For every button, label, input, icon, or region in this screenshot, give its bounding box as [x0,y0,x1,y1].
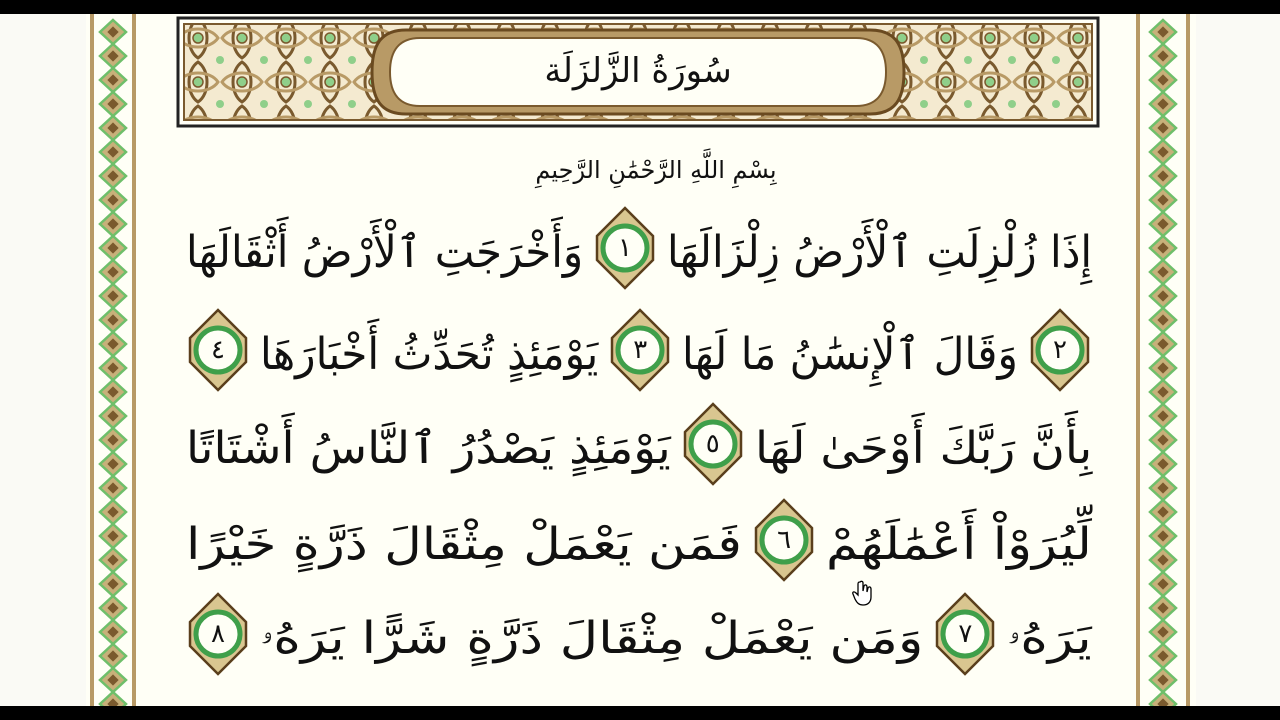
bottom-black-bar [0,706,1280,720]
ayah-number: ٧ [958,619,973,649]
ayah-line [0,404,1280,496]
ayah-marker [188,308,248,392]
ayah-marker [935,592,995,676]
ayah-text: يَرَهُۥ [1007,613,1092,664]
ayah-marker [1030,308,1090,392]
surah-title: سُورَةُ الزَّلزَلَة [544,51,732,91]
ayah-line [0,594,1280,686]
ayah-marker [595,206,655,290]
ayah-text: وَأَخْرَجَتِ ٱلْأَرْضُ أَثْقَالَهَا [186,227,584,278]
ayah-number: ٦ [777,525,792,555]
ayah-number: ٥ [705,429,720,459]
ayah-text: لِّيُرَوْاْ أَعْمَٰلَهُمْ [826,519,1092,570]
basmala: بِسْمِ اللَّهِ الرَّحْمَٰنِ الرَّحِيمِ [535,156,777,184]
ayah-line [0,310,1280,402]
ayah-number: ١ [618,233,633,263]
ayah-number: ٤ [211,335,225,365]
ayah-number: ٨ [211,619,225,649]
ayah-line [0,208,1280,300]
ayah-line [0,500,1280,592]
ayah-text: فَمَن يَعْمَلْ مِثْقَالَ ذَرَّةٍ خَيْرًا [186,519,742,570]
ayah-text: يَوْمَئِذٍ يَصْدُرُ ٱلنَّاسُ أَشْتَاتًا [186,423,671,474]
ayah-text: وَمَن يَعْمَلْ مِثْقَالَ ذَرَّةٍ شَرًّا يَرَهُۥ [260,613,924,664]
ayah-number: ٣ [633,335,648,365]
ayah-text: إِذَا زُلْزِلَتِ ٱلْأَرْضُ زِلْزَالَهَا [667,227,1093,278]
ayah-text: وَقَالَ ٱلْإِنسَٰنُ مَا لَهَا [682,329,1019,380]
ayah-number: ٢ [1053,335,1067,365]
ayah-marker [610,308,670,392]
ayah-marker [754,498,814,582]
ayah-marker [683,402,743,486]
hand-cursor-icon [852,580,874,606]
ayah-text: بِأَنَّ رَبَّكَ أَوْحَىٰ لَهَا [754,423,1093,474]
ayah-marker [188,592,248,676]
top-black-bar [0,0,1280,14]
ayah-text: يَوْمَئِذٍ تُحَدِّثُ أَخْبَارَهَا [260,329,599,380]
